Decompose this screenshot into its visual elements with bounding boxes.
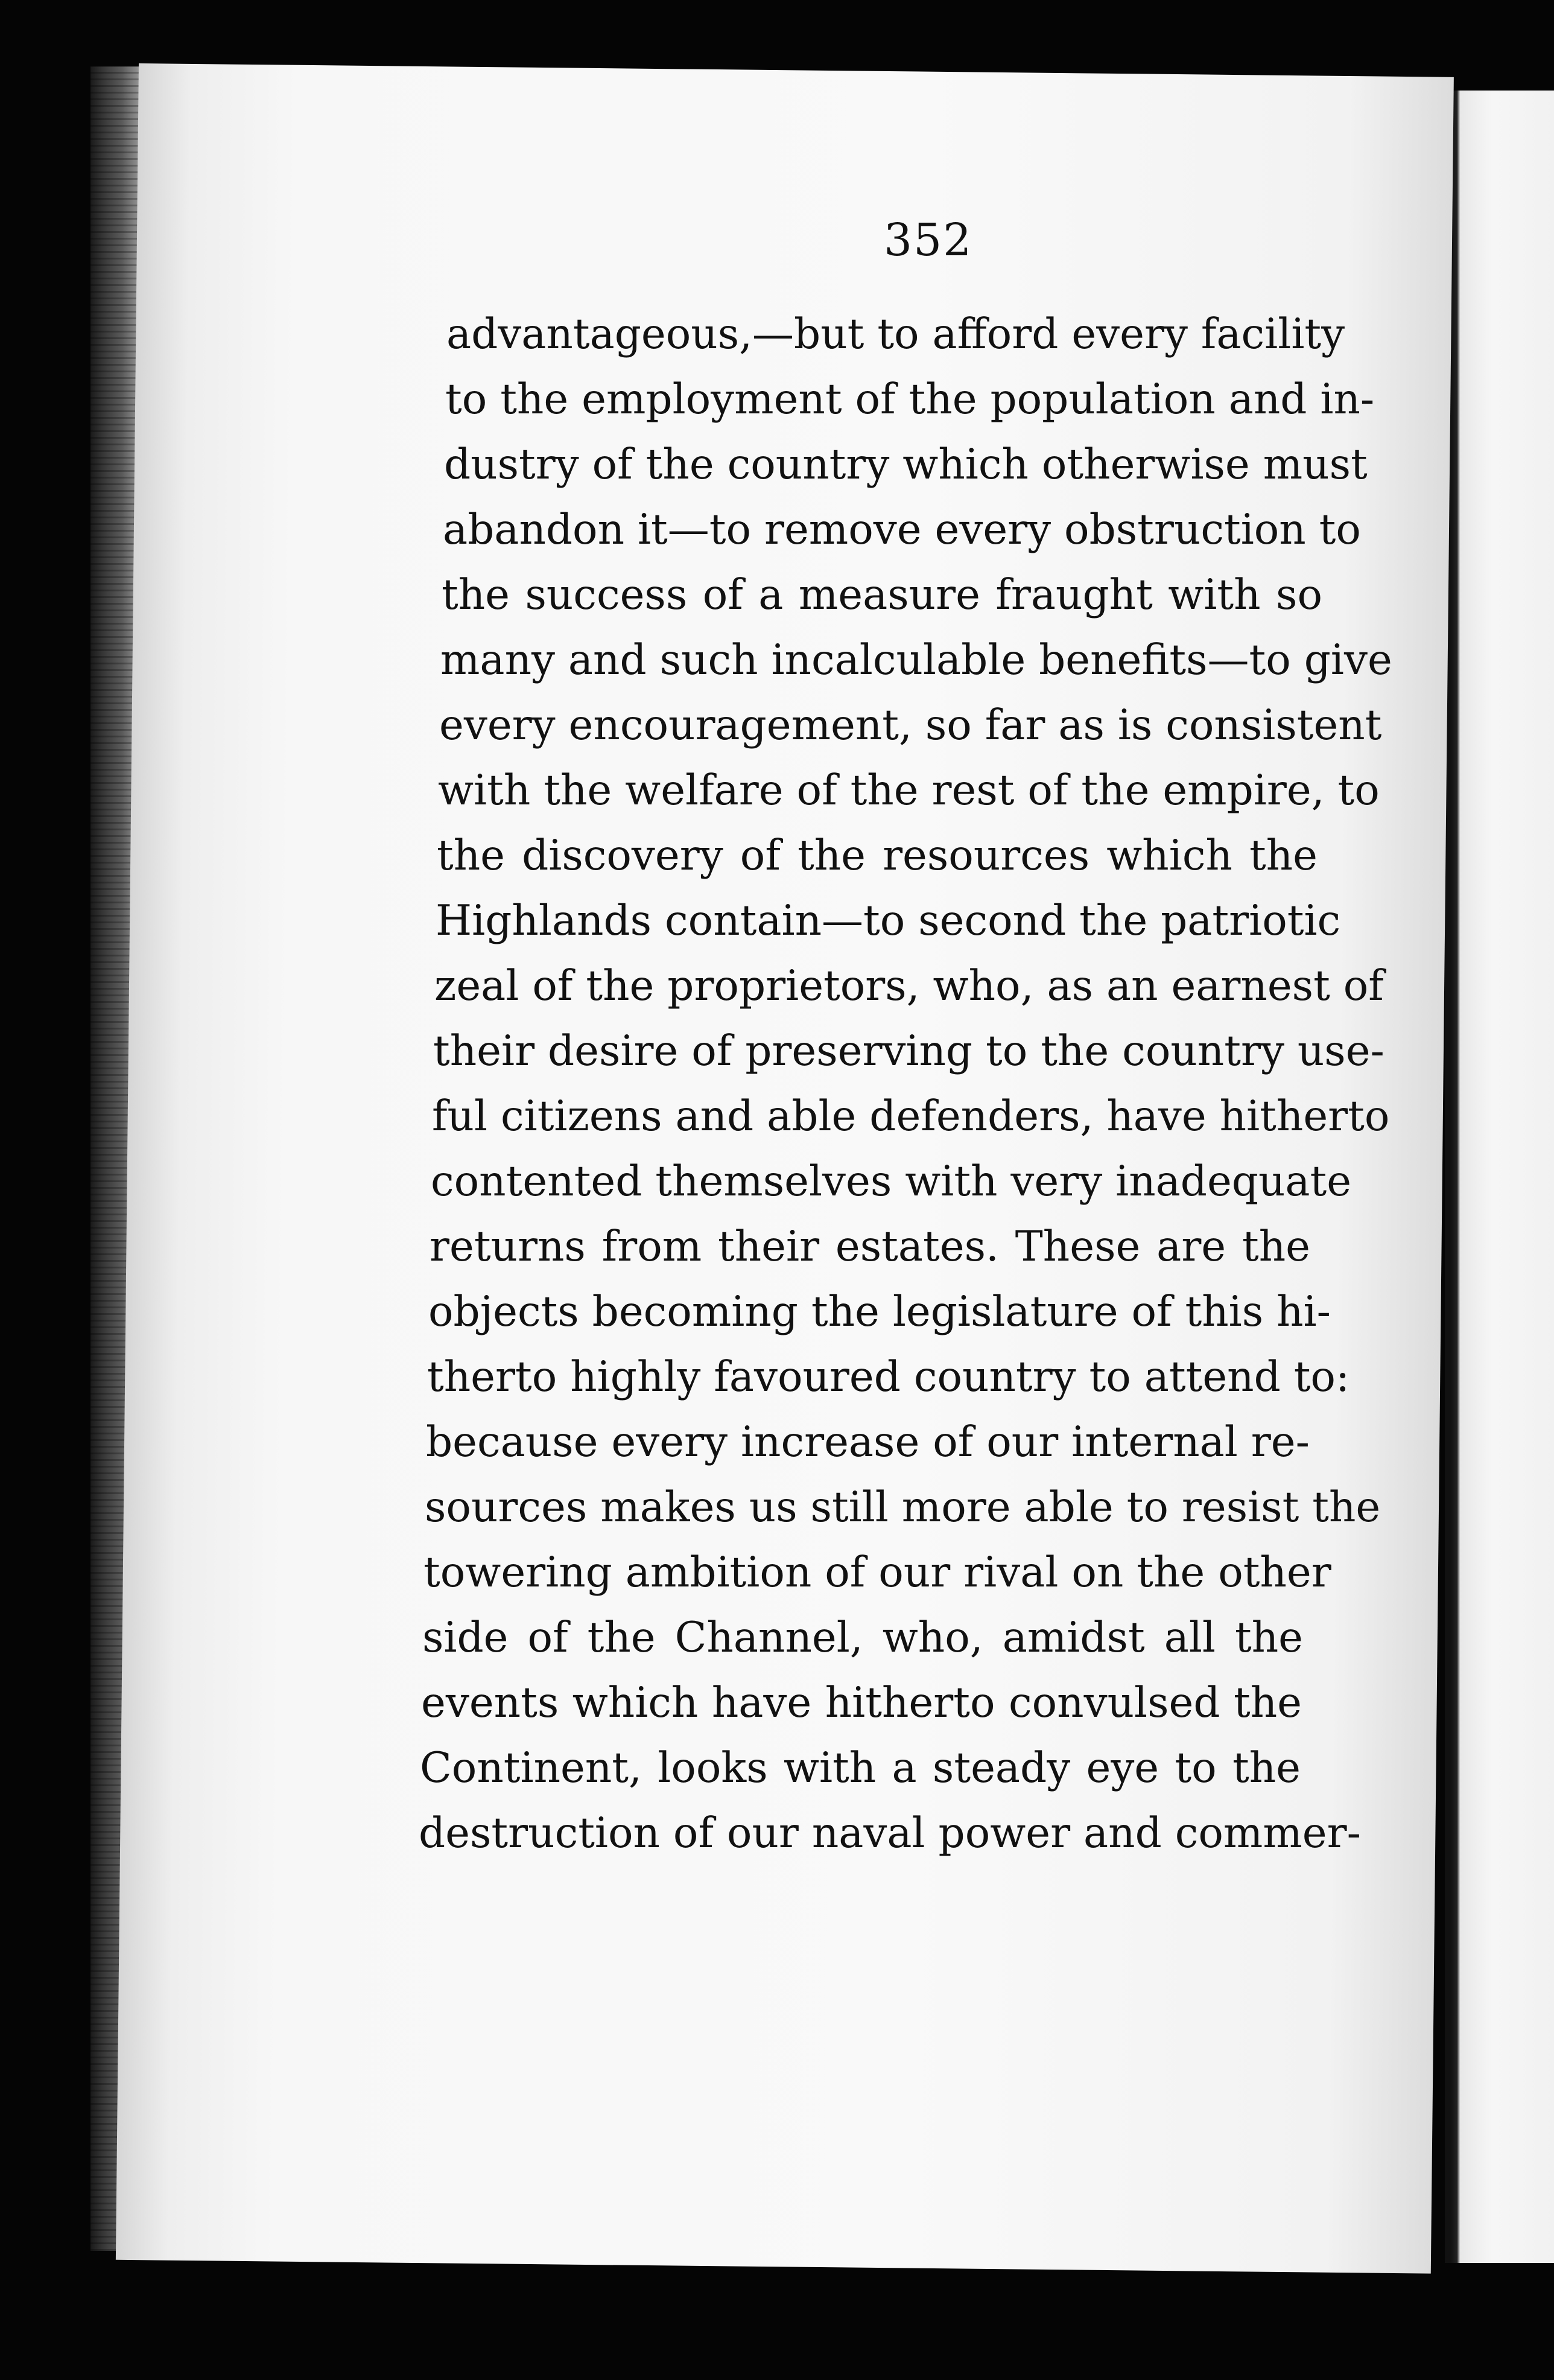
text-line: ful citizens and able defenders, have hitherto bbox=[432, 1092, 1390, 1141]
text-line: towering ambition of our rival on the other bbox=[423, 1548, 1331, 1597]
text-line: side of the Channel, who, amidst all the bbox=[422, 1614, 1303, 1662]
text-line: returns from their estates. These are the bbox=[430, 1223, 1310, 1271]
text-line: many and such incalculable benefits—to give bbox=[440, 636, 1392, 684]
text-line: Continent, looks with a steady eye to the bbox=[420, 1744, 1301, 1792]
text-line: objects becoming the legislature of this hi- bbox=[428, 1288, 1331, 1336]
text-line: their desire of preserving to the country use- bbox=[433, 1027, 1384, 1075]
text-line: the discovery of the resources which the bbox=[437, 832, 1318, 880]
text-line: sources makes us still more able to resist the bbox=[425, 1483, 1381, 1532]
text-line: destruction of our naval power and commer- bbox=[419, 1809, 1361, 1857]
facing-page bbox=[1451, 91, 1554, 2263]
text-line: zeal of the proprietors, who, as an earnest of bbox=[434, 962, 1384, 1010]
text-line: abandon it—to remove every obstruction to bbox=[443, 506, 1361, 554]
text-line: to the employment of the population and in- bbox=[445, 375, 1375, 424]
text-line: dustry of the country which otherwise must bbox=[444, 441, 1368, 489]
text-line: contented themselves with very inadequate bbox=[431, 1157, 1352, 1206]
page-body-text bbox=[419, 302, 1392, 1866]
text-line: advantageous,—but to afford every facility bbox=[446, 310, 1345, 358]
text-line: Highlands contain—to second the patriotic bbox=[436, 897, 1341, 945]
text-line: events which have hitherto convulsed the bbox=[421, 1679, 1302, 1727]
text-line: with the welfare of the rest of the empire, to bbox=[438, 766, 1380, 815]
text-line: every encouragement, so far as is consistent bbox=[439, 701, 1382, 749]
page-number: 352 bbox=[884, 214, 973, 266]
text-line: because every increase of our internal re- bbox=[426, 1418, 1310, 1466]
text-line: therto highly favoured country to attend to: bbox=[427, 1353, 1350, 1401]
text-line: the success of a measure fraught with so bbox=[442, 571, 1322, 619]
